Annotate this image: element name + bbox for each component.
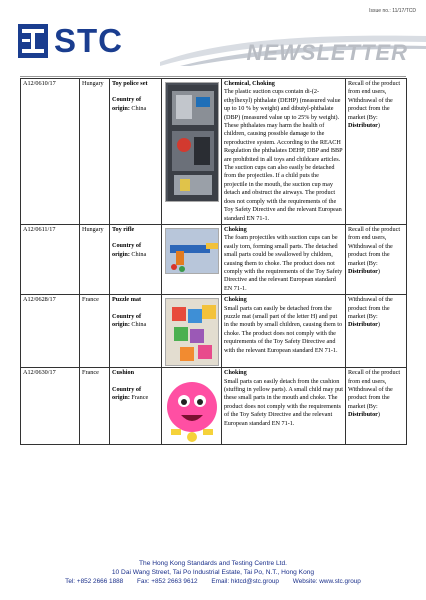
notifying-country: Hungary bbox=[80, 224, 110, 294]
origin-value: China bbox=[131, 250, 147, 258]
notifying-country: France bbox=[80, 295, 110, 368]
risk-description: Small parts can easily detach from the cushion (stuffing in yellow parts). A small child may put these small parts in the mouth and choke. The product does not comply with the requirements of the Toy Safety Directive and the relevant European standard EN 71-1. bbox=[224, 377, 343, 427]
footer-email[interactable]: Email: hktcd@stc.group bbox=[211, 578, 279, 585]
notifying-country: France bbox=[80, 368, 110, 445]
measures-text: Recall of the product from end users, Withdrawal of the product from the market (By: bbox=[348, 369, 401, 410]
product-cell bbox=[110, 224, 162, 294]
table-row bbox=[21, 79, 407, 225]
image-cell bbox=[162, 368, 222, 445]
measures-actor: Distributor bbox=[348, 411, 378, 419]
table-row bbox=[21, 368, 407, 445]
recall-table bbox=[20, 78, 407, 445]
risk-description-cell bbox=[222, 295, 346, 368]
footer-tel: Tel: +852 2666 1888 bbox=[65, 578, 124, 585]
stc-logo bbox=[18, 18, 123, 64]
footer-address: 10 Dai Wang Street, Tai Po Industrial Estate, Tai Po, N.T., Hong Kong bbox=[111, 569, 315, 576]
risk-type: Choking bbox=[224, 225, 247, 233]
risk-type: Choking bbox=[224, 296, 247, 304]
brand-name: STC bbox=[54, 22, 123, 59]
image-cell bbox=[162, 295, 222, 368]
measures-text: Recall of the product from end users, Withdrawal of the product from the market (By: bbox=[348, 225, 401, 267]
risk-description: Small parts can easily be detached from the puzzle mat (small part of the letter H) and put in the mouth by small children, causing them to choke. The product does not comply with the requirements of the Toy Safety Directive and with the relevant European standard EN 71-1. bbox=[224, 304, 343, 354]
measures-text: Recall of the product from end users, Withdrawal of the product from the market (By: bbox=[348, 80, 401, 121]
origin-label: Country of origin: bbox=[112, 242, 142, 258]
risk-type: Chemical, Choking bbox=[224, 80, 275, 87]
puzzle-mat-photo bbox=[165, 298, 219, 366]
product-name: Toy police set bbox=[112, 80, 148, 87]
notification-number: A12/0610/17 bbox=[21, 79, 80, 225]
notifying-country: Hungary bbox=[80, 79, 110, 225]
measures-cell: Recall of the product from end users, Withdrawal of the product from the market (By: Distributor) bbox=[346, 368, 407, 445]
risk-description-cell bbox=[222, 368, 346, 445]
product-name: Cushion bbox=[112, 369, 135, 377]
origin-value: China bbox=[131, 320, 147, 328]
origin-label: Country of origin: bbox=[112, 385, 142, 401]
origin-value: China bbox=[131, 104, 147, 112]
notification-number: A12/0628/17 bbox=[21, 295, 80, 368]
footer-company: The Hong Kong Standards and Testing Centre Ltd. bbox=[139, 560, 287, 567]
table-row bbox=[21, 295, 407, 368]
origin-label: Country of origin: bbox=[112, 96, 142, 112]
toy-rifle-photo bbox=[165, 228, 219, 274]
measures-cell: Recall of the product from end users, Withdrawal of the product from the market (By: Distributor) bbox=[346, 79, 407, 225]
table-row bbox=[21, 224, 407, 294]
risk-description-cell bbox=[222, 79, 346, 225]
measures-text: Withdrawal of the product from the market (By: bbox=[348, 296, 393, 320]
origin-label: Country of origin: bbox=[112, 312, 142, 328]
measures-actor: Distributor bbox=[348, 122, 378, 130]
product-cell bbox=[110, 79, 162, 225]
measures-cell: Recall of the product from end users, Withdrawal of the product from the market (By: Distributor) bbox=[346, 224, 407, 294]
newsletter-title: NEWSLETTER bbox=[246, 40, 408, 65]
toy-police-set-photo bbox=[165, 82, 219, 202]
risk-description: The plastic suction cups contain di-(2-ethylhexyl) phthalate (DEHP) (measured value up to 10 % by weight) and dibutyl-phthalate (DBP) (measured value up to 25% by weight). These phthalates may harm the health of children, causing possible damage to the reproductive system. According to the REACH Regulation the phthalates DEHP, DBP and BBP are prohibited in all toys and childcare articles. The suction cups can also easily be detached from the projectiles. If a child puts the projectile in the mouth, the suction cup may detach and obstruct the airways. The product does not comply with the requirements of the Toy Safety Directive and the relevant European standard EN 71-1. bbox=[224, 88, 343, 222]
origin-value: France bbox=[131, 393, 149, 401]
image-cell bbox=[162, 79, 222, 225]
stc-logo-icon bbox=[18, 24, 48, 58]
issue-number: Issue no.: 11/17/TCD bbox=[369, 8, 416, 14]
product-cell bbox=[110, 295, 162, 368]
risk-type: Choking bbox=[224, 369, 247, 377]
notification-number: A12/0611/17 bbox=[21, 224, 80, 294]
measures-actor: Distributor bbox=[348, 267, 378, 275]
footer-contacts bbox=[0, 578, 426, 585]
footer-website[interactable]: Website: www.stc.group bbox=[292, 578, 361, 585]
product-name: Toy rifle bbox=[112, 225, 135, 233]
measures-actor: Distributor bbox=[348, 321, 378, 329]
footer-fax: Fax: +852 2663 9612 bbox=[137, 578, 198, 585]
risk-description-cell bbox=[222, 224, 346, 294]
measures-cell: Withdrawal of the product from the market (By: Distributor) bbox=[346, 295, 407, 368]
notification-number: A12/0630/17 bbox=[21, 368, 80, 445]
cushion-photo bbox=[165, 371, 219, 443]
product-name: Puzzle mat bbox=[112, 296, 142, 304]
risk-description: The foam projectiles with suction cups can be easily torn, forming small parts. The detached small parts could be swallowed by children, causing them to choke. The product does not comply with the requirements of the Toy Safety Directive and the relevant European standard EN 71-1. bbox=[224, 234, 343, 292]
header-divider bbox=[20, 76, 406, 77]
product-cell bbox=[110, 368, 162, 445]
image-cell bbox=[162, 224, 222, 294]
